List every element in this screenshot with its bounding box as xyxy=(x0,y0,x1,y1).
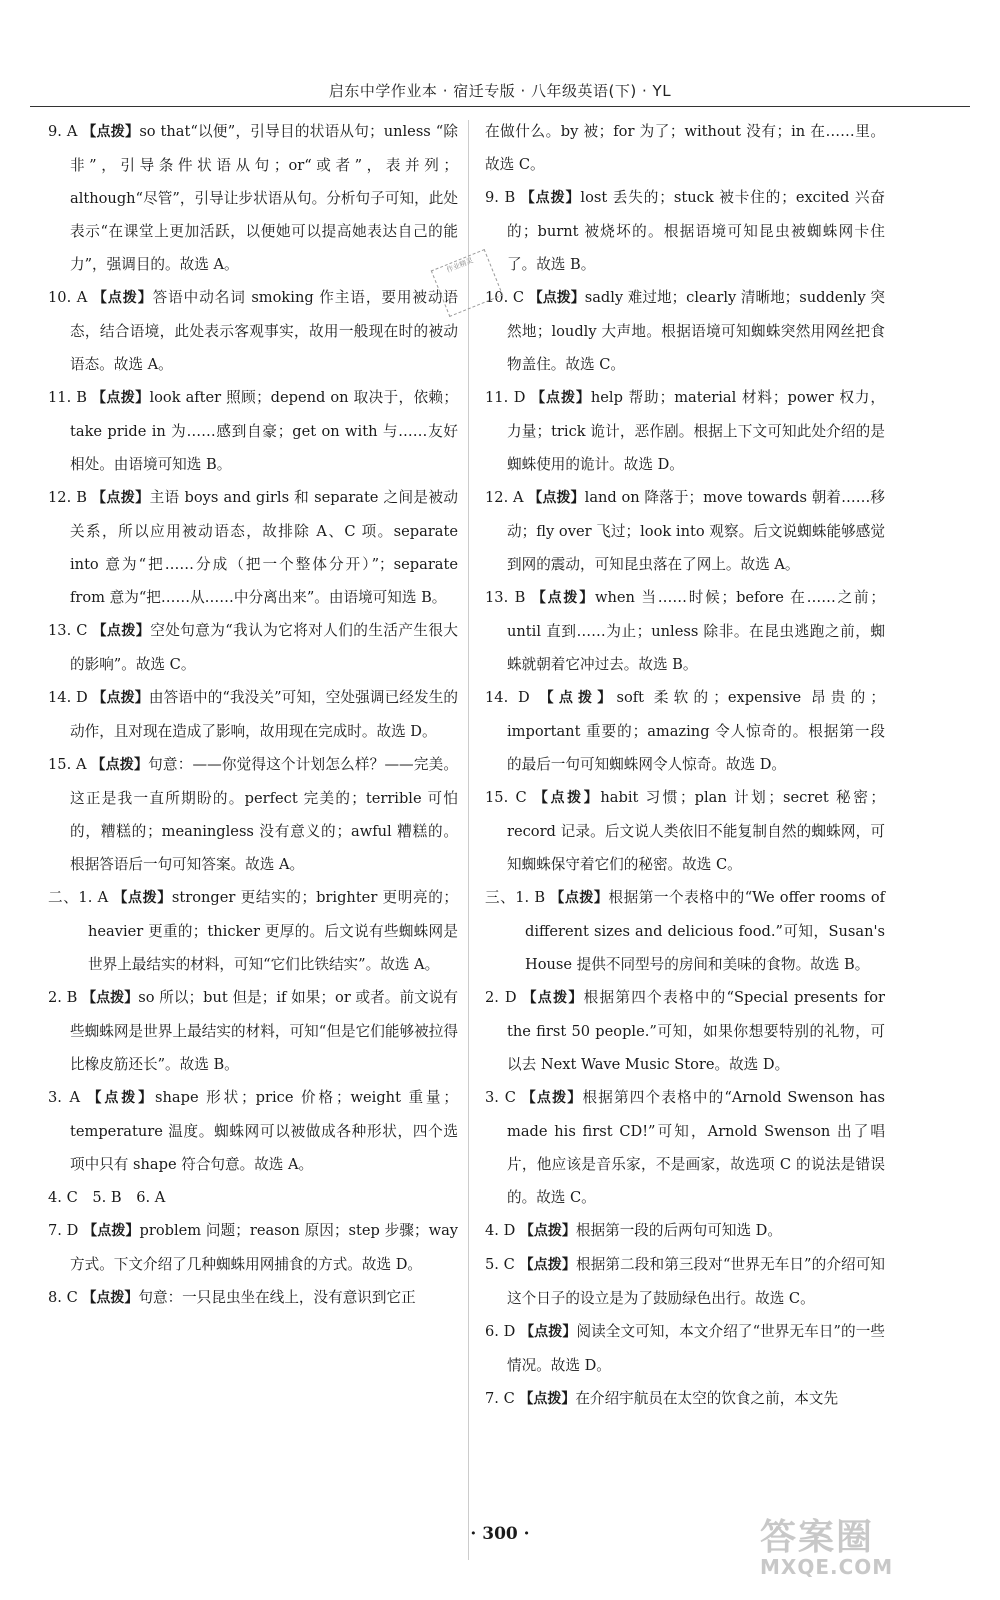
answer-entry xyxy=(485,115,885,181)
hint-tag: 【点拨】 xyxy=(91,757,149,773)
answer-entry xyxy=(485,881,885,981)
watermark-logo xyxy=(760,1517,970,1582)
answer-text: sadly 难过地；clearly 清晰地；suddenly 突然地；loudly 大声地。根据语境可知蜘蛛突然用网丝把食物盖住。故选 C。 xyxy=(507,289,886,373)
answer-entry xyxy=(48,1281,458,1315)
answer-entry xyxy=(48,1214,458,1281)
stamp-mark: 作业精灵 xyxy=(431,249,504,317)
answer-entry xyxy=(48,381,458,481)
hint-tag: 【点拨】 xyxy=(528,490,585,506)
answer-number: 5. C xyxy=(485,1256,515,1273)
answer-text: 根据第一个表格中的“We offer rooms of different sizes and delicious food.”可知，Susan's House 提供不同型号的房间和美味的食物。故选 B。 xyxy=(525,889,886,973)
hint-tag: 【点拨】 xyxy=(83,1223,140,1239)
hint-tag: 【点拨】 xyxy=(519,1391,576,1407)
hint-tag: 【点拨】 xyxy=(91,390,150,406)
hint-tag: 【点拨】 xyxy=(520,190,581,206)
answer-entry xyxy=(48,1181,458,1214)
answer-text: habit 习惯；plan 计划；secret 秘密；record 记录。后文说人类依旧不能复制自然的蜘蛛网，可知蜘蛛保守着它们的秘密。故选 C。 xyxy=(507,789,886,873)
answer-number: 14. D xyxy=(48,689,88,706)
answer-text: when 当……时候；before 在……之前；until 直到……为止；unless 除非。在昆虫逃跑之前，蜘蛛就朝着它冲过去。故选 B。 xyxy=(507,589,886,673)
answer-text: problem 问题；reason 原因；step 步骤；way 方式。下文介绍了几种蜘蛛用网捕食的方式。故选 D。 xyxy=(70,1222,459,1273)
answer-number: 7. D xyxy=(48,1222,79,1239)
answer-number: 3. A xyxy=(48,1089,80,1106)
answer-text: 句意：一只昆虫坐在线上，没有意识到它正 xyxy=(138,1289,416,1306)
answer-entry xyxy=(485,781,885,881)
answer-entry xyxy=(485,481,885,581)
hint-tag: 【点拨】 xyxy=(82,1290,139,1306)
answer-number: 9. B xyxy=(485,189,516,206)
answer-number: 12. A xyxy=(485,489,524,506)
answer-number: 8. C xyxy=(48,1289,78,1306)
watermark-line1: 答案圈 xyxy=(760,1517,875,1558)
answer-entry xyxy=(485,1214,885,1248)
hint-tag: 【点拨】 xyxy=(522,990,584,1006)
answer-number: 11. B xyxy=(48,389,87,406)
answer-entry xyxy=(48,681,458,748)
answer-number: 14. D xyxy=(485,689,530,706)
right-column xyxy=(485,115,885,1416)
answer-text: stronger 更结实的；brighter 更明亮的；heavier 更重的；thicker 更厚的。后文说有些蜘蛛网是世界上最结实的材料，可知“它们比铁结实”。故选 A。 xyxy=(88,889,459,973)
answer-text: 在介绍宇航员在太空的饮食之前，本文先 xyxy=(575,1390,839,1407)
answer-number: 6. D xyxy=(485,1323,516,1340)
answer-entry xyxy=(485,281,885,381)
answer-text: so 所以；but 但是；if 如果；or 或者。前文说有些蜘蛛网是世界上最结实的材料，可知“但是它们能够被拉得比橡皮筋还长”。故选 B。 xyxy=(70,989,458,1073)
answer-entry xyxy=(485,1315,885,1382)
page-number: · 300 · xyxy=(470,1524,530,1544)
answer-entry xyxy=(485,181,885,281)
answer-text: land on 降落于；move towards 朝着……移动；fly over 飞过；look into 观察。后文说蜘蛛能够感觉到网的震动，可知昆虫落在了网上。故选 A。 xyxy=(507,489,886,573)
answer-number: 13. B xyxy=(485,589,526,606)
hint-tag: 【点拨】 xyxy=(521,1090,583,1106)
answer-entry xyxy=(485,1081,885,1214)
answer-entry xyxy=(48,881,458,981)
answer-text: 根据第四个表格中的“Arnold Swenson has made his first CD!”可知，Arnold Swenson 出了唱片，他应该是音乐家，不是画家，故选项 C 的说法是错误的。故选 C。 xyxy=(507,1089,886,1206)
hint-tag: 【点拨】 xyxy=(531,390,591,406)
answer-number: 4. D xyxy=(485,1222,516,1239)
hint-tag: 【点拨】 xyxy=(519,1257,577,1273)
answer-number: 10. A xyxy=(48,289,88,306)
answer-text: shape 形状；price 价格；weight 重量；temperature 温度。蜘蛛网可以被做成各种形状，四个选项中只有 shape 符合句意。故选 A。 xyxy=(70,1089,459,1173)
answer-entry xyxy=(48,281,458,381)
answer-entry xyxy=(48,115,458,281)
answer-text: 空处句意为“我认为它将对人们的生活产生很大的影响”。故选 C。 xyxy=(70,622,459,673)
answer-text: lost 丢失的；stuck 被卡住的；excited 兴奋的；burnt 被烧坏的。根据语境可知昆虫被蜘蛛网卡住了。故选 B。 xyxy=(507,189,886,273)
column-divider xyxy=(468,120,469,1560)
answer-number: 15. C xyxy=(485,789,527,806)
answer-entry xyxy=(485,381,885,481)
answer-entry xyxy=(485,1382,885,1416)
hint-tag: 【点拨】 xyxy=(539,690,617,706)
answer-text: 阅读全文可知，本文介绍了“世界无车日”的一些情况。故选 D。 xyxy=(507,1323,886,1374)
answer-entry xyxy=(48,1081,458,1181)
answer-text: 根据第一段的后两句可知选 D。 xyxy=(575,1222,782,1239)
header-rule xyxy=(30,106,970,107)
answer-number: 10. C xyxy=(485,289,525,306)
hint-tag: 【点拨】 xyxy=(82,124,140,140)
hint-tag: 【点拨】 xyxy=(87,1090,156,1106)
answer-text: look after 照顾；depend on 取决于，依赖；take pride in 为……感到自豪；get on with 与……友好相处。由语境可知选 B。 xyxy=(70,389,458,473)
answer-text: 根据第四个表格中的“Special presents for the first 50 people.”可知，如果你想要特别的礼物，可以去 Next Wave Music Store。故选 D。 xyxy=(507,989,886,1073)
answer-number: 7. C xyxy=(485,1390,515,1407)
left-column xyxy=(48,115,458,1315)
answer-text: 根据第二段和第三段对“世界无车日”的介绍可知这个日子的设立是为了鼓励绿色出行。故选 C。 xyxy=(507,1256,886,1307)
hint-tag: 【点拨】 xyxy=(520,1324,577,1340)
answer-number: 15. A xyxy=(48,756,87,773)
answer-entry xyxy=(485,581,885,681)
answer-number: 3. C xyxy=(485,1089,516,1106)
answer-text: help 帮助；material 材料；power 权力，力量；trick 诡计，恶作剧。根据上下文可知此处介绍的是蜘蛛使用的诡计。故选 D。 xyxy=(507,389,886,473)
answer-number: 13. C xyxy=(48,622,88,639)
answer-number: 2. D xyxy=(485,989,517,1006)
hint-tag: 【点拨】 xyxy=(92,690,149,706)
answer-number: 9. A xyxy=(48,123,78,140)
hint-tag: 【点拨】 xyxy=(82,990,139,1006)
hint-tag: 【点拨】 xyxy=(113,890,172,906)
answer-entry xyxy=(485,681,885,781)
hint-tag: 【点拨】 xyxy=(531,590,595,606)
answer-number: 三、1. B xyxy=(485,889,546,906)
answer-text: so that“以便”，引导目的状语从句；unless “除非”，引导条件状语从句；or“或者”，表并列；although“尽管”，引导让步状语从句。分析句子可知，此处表示“在课堂上更加活跃，以便她可以提高她表达自己的能力”，强调目的。故选 A。 xyxy=(70,123,459,273)
answer-number: 12. B xyxy=(48,489,87,506)
answer-number: 二、1. A xyxy=(48,889,109,906)
answer-entry xyxy=(485,1248,885,1315)
answer-text: 主语 boys and girls 和 separate 之间是被动关系，所以应用被动语态，故排除 A、C 项。separate into 意为“把……分成（把一个整体分开）”；separate from 意为“把……从……中分离出来”。由语境可知选 B。 xyxy=(70,489,458,606)
hint-tag: 【点拨】 xyxy=(528,290,585,306)
hint-tag: 【点拨】 xyxy=(533,790,601,806)
answer-text: 由答语中的“我没关”可知，空处强调已经发生的动作，且对现在造成了影响，故用现在完成时。故选 D。 xyxy=(70,689,458,740)
answer-entry xyxy=(48,614,458,681)
answer-text: soft 柔软的；expensive 昂贵的；important 重要的；amazing 令人惊奇的。根据第一段的最后一句可知蜘蛛网令人惊奇。故选 D。 xyxy=(507,689,885,773)
answer-number: 2. B xyxy=(48,989,78,1006)
answer-entry xyxy=(485,981,885,1081)
answer-number: 4. C 5. B 6. A xyxy=(48,1189,166,1206)
watermark-line2: MXQE.COM xyxy=(760,1555,894,1579)
answer-text: 答语中动名词 smoking 作主语，要用被动语态，结合语境，此处表示客观事实，故用一般现在时的被动语态。故选 A。 xyxy=(70,289,459,373)
answer-text: 在做什么。by 被；for 为了；without 没有；in 在……里。故选 C。 xyxy=(485,123,885,173)
hint-tag: 【点拨】 xyxy=(92,490,150,506)
page-header: 启东中学作业本 · 宿迁专版 · 八年级英语(下) · YL xyxy=(328,82,672,100)
answer-entry xyxy=(48,748,458,881)
answer-entry xyxy=(48,981,458,1081)
answer-number: 11. D xyxy=(485,389,526,406)
hint-tag: 【点拨】 xyxy=(519,1223,576,1239)
hint-tag: 【点拨】 xyxy=(92,623,151,639)
answer-entry xyxy=(48,481,458,614)
hint-tag: 【点拨】 xyxy=(550,890,609,906)
answer-text: 句意：——你觉得这个计划怎么样？——完美。这正是我一直所期盼的。perfect 完美的；terrible 可怕的，糟糕的；meaningless 没有意义的；awful 糟糕的。根据答语后一句可知答案。故选 A。 xyxy=(70,756,458,873)
hint-tag: 【点拨】 xyxy=(92,290,153,306)
